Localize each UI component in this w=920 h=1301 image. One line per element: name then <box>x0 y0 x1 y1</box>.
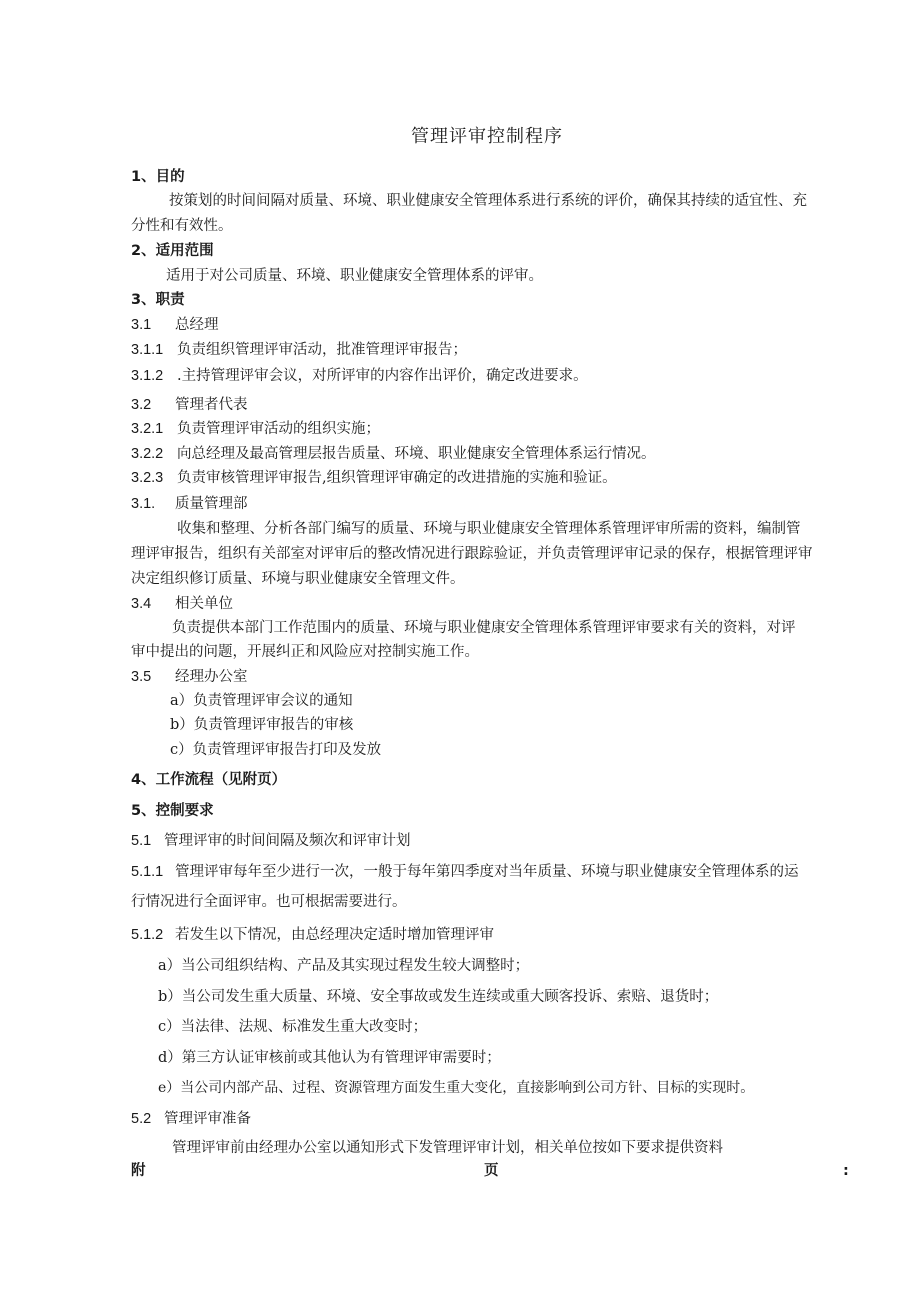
item-text: 负责审核管理评审报告,组织管理评审确定的改进措施的实施和验证。 <box>177 470 617 486</box>
footer-left: 附 <box>131 1163 146 1179</box>
item-text: 负责管理评审活动的组织实施； <box>177 421 380 437</box>
section-heading-scope: 2、适用范围 <box>131 243 214 259</box>
paragraph: 决定组织修订质量、环境与职业健康安全管理文件。 <box>131 571 465 587</box>
item-number: 5.1.1 <box>131 864 164 880</box>
item-number: 3.1 <box>131 317 152 333</box>
section-heading-duties: 3、职责 <box>131 292 185 308</box>
list-item: d）第三方认证审核前或其他认为有管理评审需要时； <box>158 1050 501 1066</box>
footer-middle: 页 <box>484 1163 499 1179</box>
item-number: 3.1. <box>131 496 156 512</box>
item-number: 3.2.1 <box>131 421 164 437</box>
section-heading-control: 5、控制要求 <box>131 803 214 819</box>
item-text: 经理办公室 <box>175 669 248 685</box>
item-number: 3.1.1 <box>131 342 164 358</box>
item-number: 3.2 <box>131 397 152 413</box>
paragraph: 管理评审前由经理办公室以通知形式下发管理评审计划，相关单位按如下要求提供资料 <box>172 1140 723 1156</box>
paragraph: 适用于对公司质量、环境、职业健康安全管理体系的评审。 <box>166 268 543 284</box>
list-item: e）当公司内部产品、过程、资源管理方面发生重大变化，直接影响到公司方针、目标的实现时。 <box>158 1080 755 1096</box>
item-number: 3.1.2 <box>131 368 164 384</box>
item-text: 若发生以下情况，由总经理决定适时增加管理评审 <box>175 927 494 943</box>
item-text: 总经理 <box>175 317 219 333</box>
paragraph: 收集和整理、分析各部门编写的质量、环境与职业健康安全管理体系管理评审所需的资料，编制管 <box>177 521 801 537</box>
list-item: c）当法律、法规、标准发生重大改变时； <box>158 1019 428 1035</box>
item-text: 向总经理及最高管理层报告质量、环境、职业健康安全管理体系运行情况。 <box>177 446 656 462</box>
item-text: 管理评审准备 <box>164 1111 251 1127</box>
item-number: 3.4 <box>131 596 152 612</box>
paragraph: 审中提出的问题，开展纠正和风险应对控制实施工作。 <box>131 644 479 660</box>
paragraph: 行情况进行全面评审。也可根据需要进行。 <box>131 894 407 910</box>
list-item: a）负责管理评审会议的通知 <box>170 693 353 709</box>
item-number: 3.2.2 <box>131 446 164 462</box>
section-heading-purpose: 1、目的 <box>131 169 185 185</box>
paragraph: 分性和有效性。 <box>131 218 233 234</box>
item-text: .主持管理评审会议，对所评审的内容作出评价，确定改进要求。 <box>177 368 588 384</box>
section-heading-workflow: 4、工作流程（见附页） <box>131 772 287 788</box>
list-item: a）当公司组织结构、产品及其实现过程发生较大调整时； <box>158 958 530 974</box>
item-number: 3.2.3 <box>131 470 164 486</box>
item-text: 相关单位 <box>175 596 233 612</box>
paragraph: 负责提供本部门工作范围内的质量、环境与职业健康安全管理体系管理评审要求有关的资料，对评 <box>172 620 796 636</box>
item-text: 负责组织管理评审活动，批准管理评审报告； <box>177 342 467 358</box>
item-number: 5.1 <box>131 833 152 849</box>
list-item: b）当公司发生重大质量、环境、安全事故或发生连续或重大顾客投诉、索赔、退货时； <box>158 989 719 1005</box>
item-text: 管理者代表 <box>175 397 248 413</box>
paragraph: 按策划的时间间隔对质量、环境、职业健康安全管理体系进行系统的评价，确保其持续的适宜性、充 <box>169 193 807 209</box>
item-number: 5.1.2 <box>131 927 164 943</box>
item-number: 3.5 <box>131 669 152 685</box>
footer-right: : <box>843 1163 849 1179</box>
item-text: 管理评审每年至少进行一次，一般于每年第四季度对当年质量、环境与职业健康安全管理体系的运 <box>175 864 799 880</box>
list-item: b）负责管理评审报告的审核 <box>170 717 354 733</box>
item-text: 质量管理部 <box>175 496 248 512</box>
page-title: 管理评审控制程序 <box>411 126 563 147</box>
item-number: 5.2 <box>131 1111 152 1127</box>
item-text: 管理评审的时间间隔及频次和评审计划 <box>164 833 411 849</box>
paragraph: 理评审报告，组织有关部室对评审后的整改情况进行跟踪验证，并负责管理评审记录的保存，根据管理评审 <box>131 546 813 562</box>
list-item: c）负责管理评审报告打印及发放 <box>170 742 382 758</box>
